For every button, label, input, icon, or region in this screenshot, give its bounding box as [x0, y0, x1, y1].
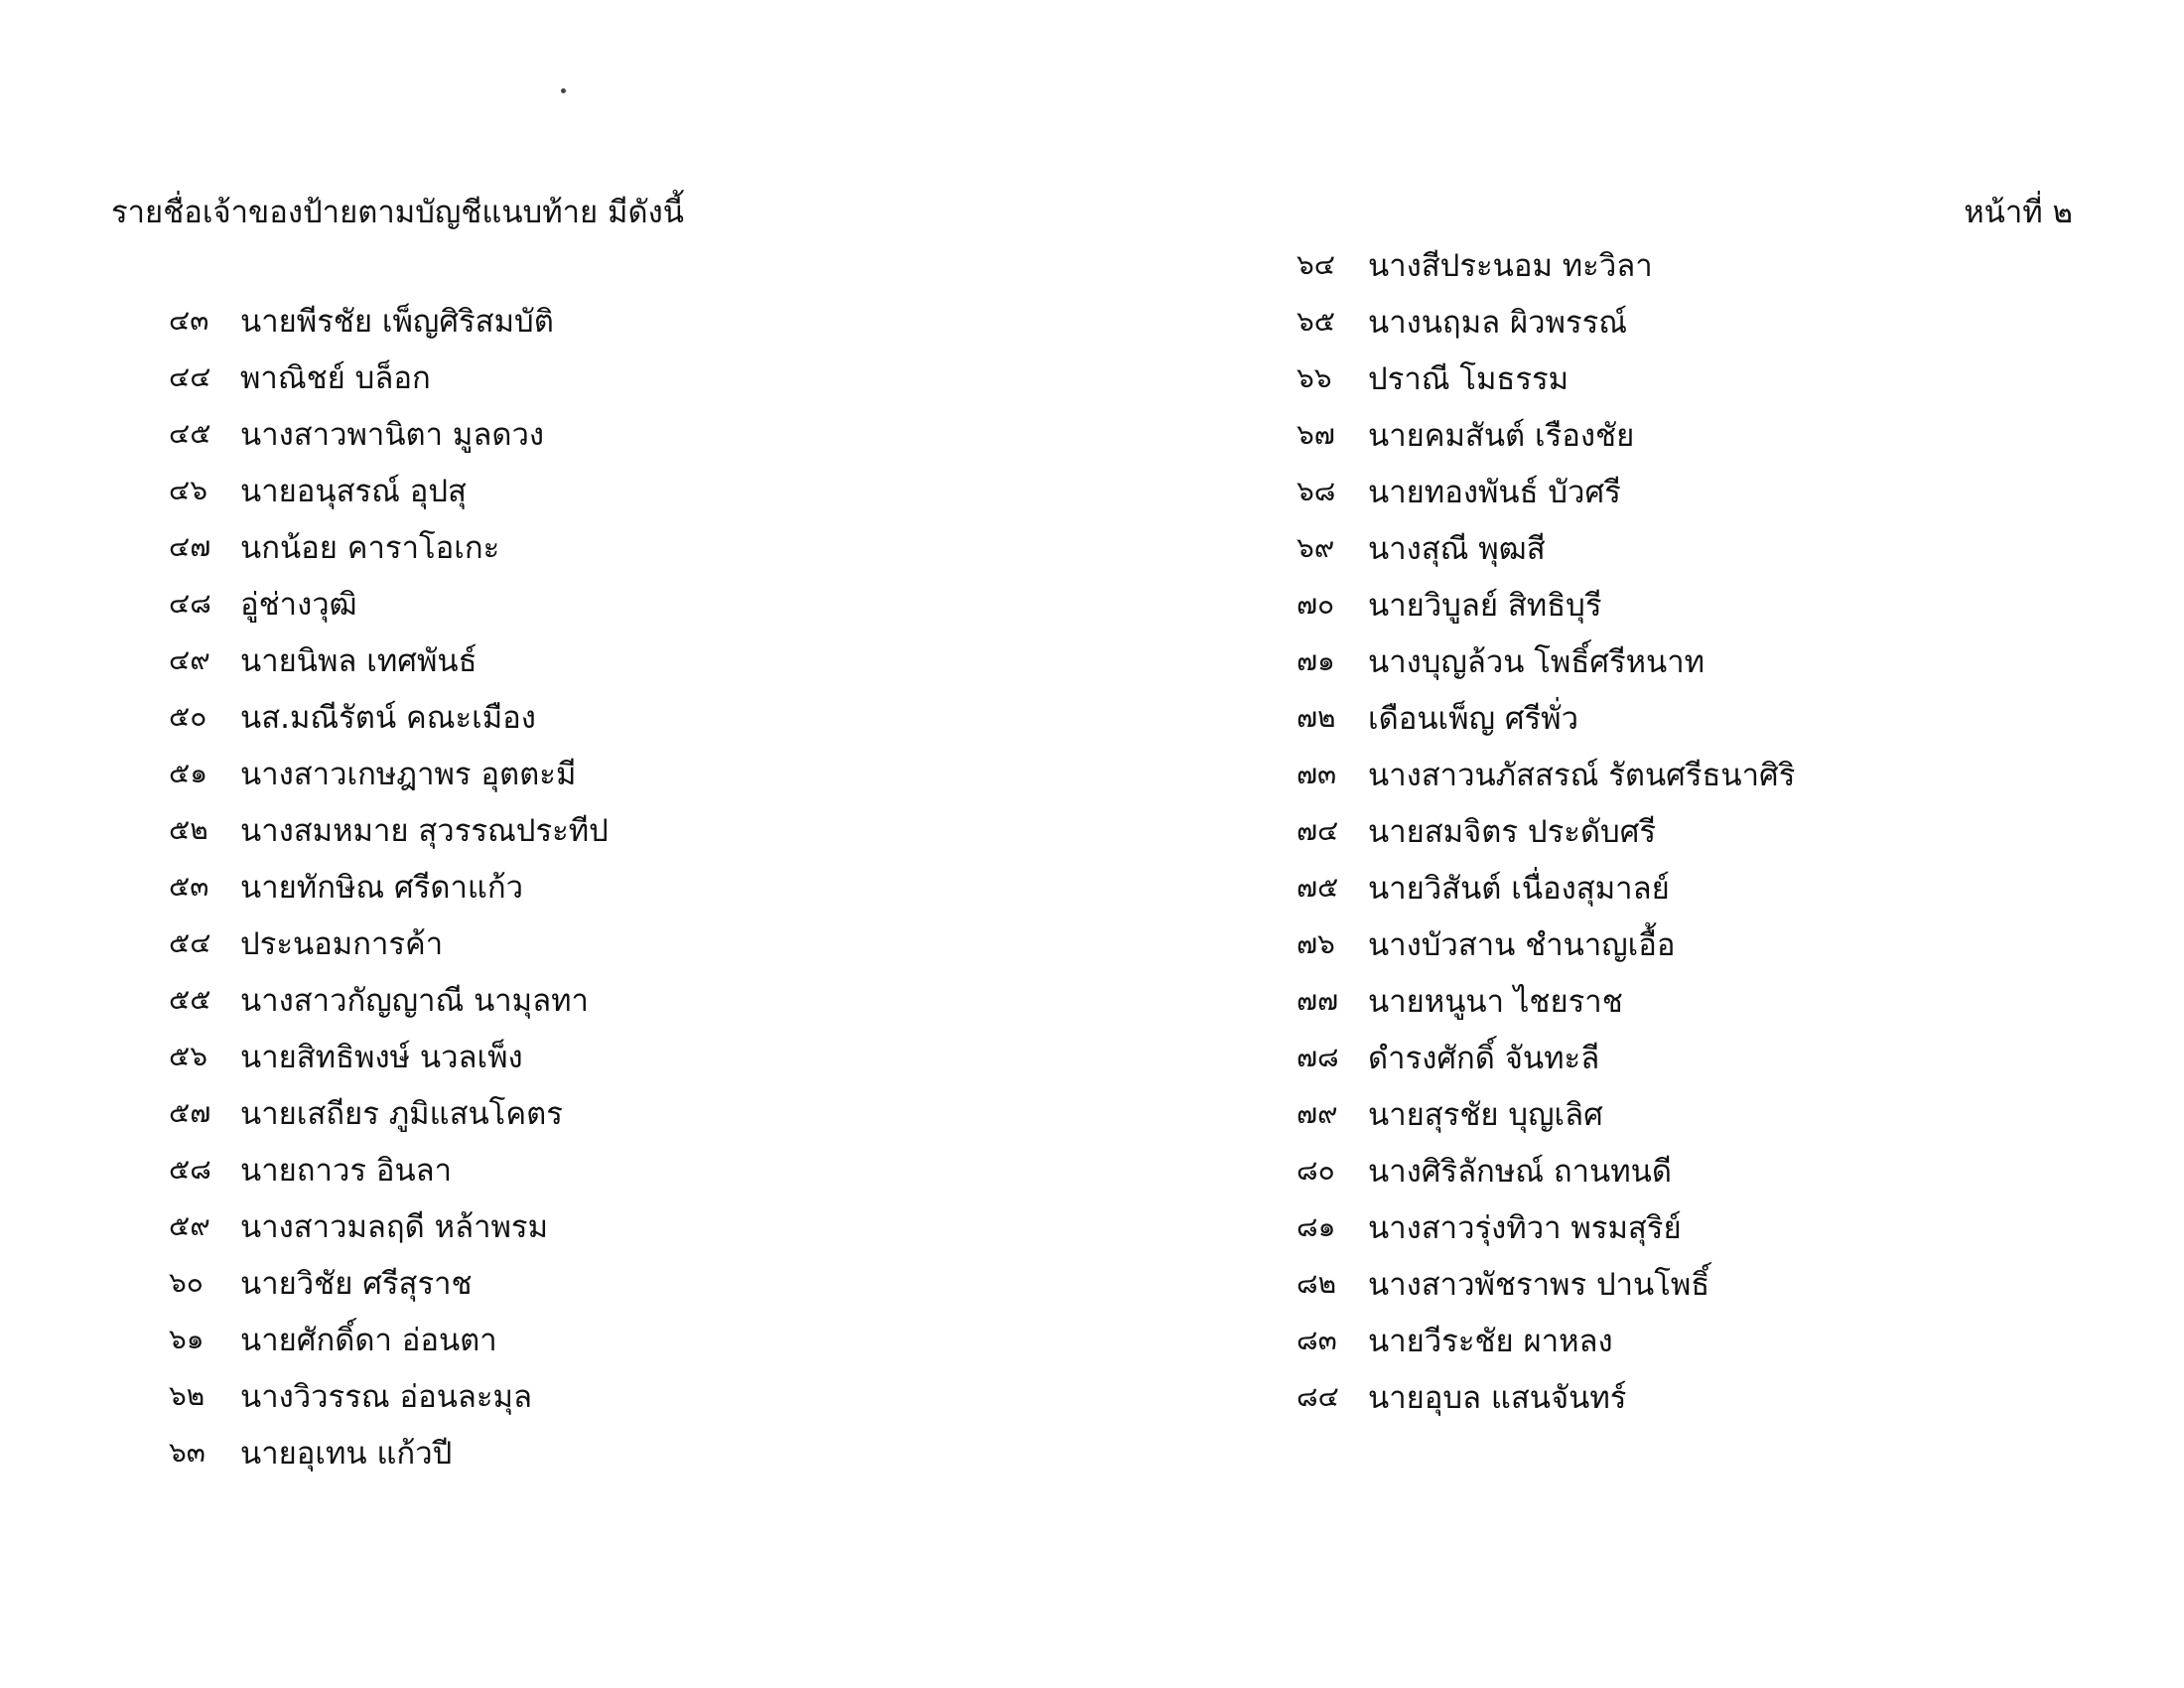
owner-name: นกน้อย คาราโอเกะ: [240, 529, 500, 566]
entry-number: ๔๓: [169, 303, 209, 337]
owner-name: นายวิสันต์ เนื่องสุมาลย์: [1368, 870, 1670, 907]
owner-name: นายพีรชัย เพ็ญศิริสมบัติ: [240, 303, 554, 340]
owner-name: นางสาวพานิตา มูลดวง: [240, 416, 545, 453]
entry-number: ๗๐: [1297, 587, 1335, 621]
owner-entry: [1297, 1085, 1795, 1142]
owner-entry: [1297, 859, 1795, 915]
entry-number: ๗๔: [1297, 813, 1339, 847]
entry-number: ๕๓: [169, 869, 209, 903]
entry-number: ๗๖: [1297, 926, 1335, 960]
entry-number: ๔๖: [169, 473, 207, 506]
owner-entry: [1297, 746, 1795, 802]
page-number: หน้าที่ ๒: [1964, 195, 2073, 230]
owner-entry: [169, 1254, 609, 1311]
owner-name: นายอนุสรณ์ อุปสุ: [240, 473, 467, 509]
owner-name: นางสุณี พุฒสี: [1368, 530, 1546, 567]
owner-entry: [169, 858, 609, 914]
entry-number: ๕๑: [169, 756, 207, 789]
entry-number: ๗๑: [1297, 643, 1335, 677]
entry-number: ๖๖: [1297, 360, 1332, 394]
owner-name: นางสาวเกษฎาพร อุตตะมี: [240, 756, 577, 792]
owner-entry: [1297, 406, 1795, 463]
entry-number: ๖๘: [1297, 474, 1336, 507]
entry-number: ๖๔: [1297, 247, 1335, 281]
entry-number: ๗๕: [1297, 870, 1339, 904]
owner-name: ปราณี โมธรรม: [1368, 360, 1570, 397]
owner-name: เดือนเพ็ญ ศรีพั่ว: [1368, 700, 1579, 737]
owner-entry: [1297, 1142, 1795, 1198]
entry-number: ๖๒: [169, 1378, 205, 1412]
entry-number: ๕๖: [169, 1039, 207, 1072]
owner-entry: [1297, 1312, 1795, 1368]
owner-list-left-column: [169, 292, 609, 1480]
entry-number: ๔๕: [169, 416, 211, 450]
owner-name: นายวิชัย ศรีสุราช: [240, 1265, 473, 1302]
owner-entry: [169, 632, 609, 688]
owner-name: นายวิบูลย์ สิทธิบุรี: [1368, 587, 1602, 624]
entry-number: ๗๓: [1297, 757, 1337, 790]
owner-name: นางบุญล้วน โพธิ์ศรีหนาท: [1368, 643, 1706, 680]
owner-entry: [1297, 802, 1795, 859]
entry-number: ๕๒: [169, 812, 208, 846]
owner-entry: [1297, 236, 1795, 293]
owner-name: นางสาวกัญญาณี นามุลทา: [240, 982, 589, 1019]
entry-number: ๗๘: [1297, 1040, 1339, 1073]
owner-name: นายคมสันต์ เรืองชัย: [1368, 417, 1635, 454]
owner-name: นายเสถียร ภูมิแสนโคตร: [240, 1095, 563, 1132]
entry-number: ๔๔: [169, 359, 211, 393]
entry-number: ๕๔: [169, 925, 211, 959]
owner-entry: [169, 688, 609, 745]
entry-number: ๖๐: [169, 1265, 204, 1299]
owner-name: นางสาวมลฤดี หล้าพรม: [240, 1208, 549, 1245]
owner-name: อู่ช่างวุฒิ: [240, 586, 357, 623]
entry-number: ๘๑: [1297, 1209, 1336, 1243]
owner-entry: [169, 801, 609, 858]
owner-entry: [169, 518, 609, 575]
owner-entry: [1297, 1255, 1795, 1312]
owner-entry: [169, 1197, 609, 1254]
owner-entry: [169, 914, 609, 971]
owner-name: นางศิริลักษณ์ ถานทนดี: [1368, 1153, 1673, 1190]
owner-entry: [169, 1141, 609, 1197]
owner-name: นางนฤมล ผิวพรรณ์: [1368, 304, 1628, 341]
entry-number: ๖๙: [1297, 530, 1335, 564]
entry-number: ๔๙: [169, 642, 210, 676]
entry-number: ๕๗: [169, 1095, 211, 1129]
owner-name: นายทักษิณ ศรีดาแก้ว: [240, 869, 524, 906]
entry-number: ๗๗: [1297, 983, 1339, 1017]
owner-name: นางวิวรรณ อ่อนละมุล: [240, 1378, 532, 1415]
owner-name: นายวีระชัย ผาหลง: [1368, 1323, 1613, 1359]
entry-number: ๖๑: [169, 1322, 205, 1355]
owner-entry: [1297, 1368, 1795, 1425]
owner-entry: [169, 1424, 609, 1480]
entry-number: ๖๓: [169, 1435, 205, 1469]
owner-entry: [1297, 915, 1795, 972]
owner-entry: [169, 1311, 609, 1367]
owner-entry: [1297, 689, 1795, 746]
entry-number: ๔๗: [169, 529, 211, 563]
owner-entry: [169, 575, 609, 632]
owner-name: นายถาวร อินลา: [240, 1152, 453, 1189]
owner-name: ดำรงศักดิ์ จันทะลี: [1368, 1040, 1600, 1076]
entry-number: ๖๕: [1297, 304, 1335, 338]
entry-number: ๖๗: [1297, 417, 1335, 451]
entry-number: ๘๓: [1297, 1323, 1337, 1356]
owner-name: ประนอมการค้า: [240, 925, 444, 962]
owner-entry: [1297, 293, 1795, 350]
owner-name: นายสุรชัย บุญเลิศ: [1368, 1096, 1603, 1133]
owner-name: นางสาวนภัสสรณ์ รัตนศรีธนาศิริ: [1368, 757, 1796, 793]
owner-entry: [169, 349, 609, 405]
owner-entry: [169, 1084, 609, 1141]
owner-entry: [1297, 519, 1795, 576]
owner-name: นายทองพันธ์ บัวศรี: [1368, 474, 1621, 510]
owner-name: นางสมหมาย สุวรรณประทีป: [240, 812, 609, 849]
entry-number: ๕๙: [169, 1208, 210, 1242]
owner-name: นส.มณีรัตน์ คณะเมือง: [240, 699, 536, 736]
owner-entry: [1297, 1029, 1795, 1085]
owner-list-right-column: [1297, 236, 1795, 1425]
owner-entry: [169, 292, 609, 349]
entry-number: ๗๙: [1297, 1096, 1338, 1130]
scan-speck: [561, 88, 566, 93]
entry-number: ๕๕: [169, 982, 211, 1016]
owner-entry: [1297, 463, 1795, 519]
owner-entry: [169, 462, 609, 518]
entry-number: ๘๒: [1297, 1266, 1337, 1300]
owner-entry: [1297, 576, 1795, 633]
owner-name: นายสมจิตร ประดับศรี: [1368, 813, 1657, 850]
owner-name: นายหนูนา ไชยราช: [1368, 983, 1623, 1020]
owner-entry: [169, 1028, 609, 1084]
owner-name: นางสีประนอม ทะวิลา: [1368, 247, 1653, 284]
owner-entry: [1297, 1198, 1795, 1255]
owner-name: นางสาวรุ่งทิวา พรมสุริย์: [1368, 1209, 1682, 1246]
owner-entry: [169, 1367, 609, 1424]
entry-number: ๗๒: [1297, 700, 1336, 734]
owner-name: นายอุเทน แก้วปี: [240, 1435, 453, 1472]
owner-entry: [169, 405, 609, 462]
owner-entry: [1297, 633, 1795, 689]
owner-entry: [169, 745, 609, 801]
owner-name: นายอุบล แสนจันทร์: [1368, 1379, 1627, 1416]
entry-number: ๘๐: [1297, 1153, 1335, 1187]
entry-number: ๔๘: [169, 586, 211, 620]
owner-name: นางสาวพัชราพร ปานโพธิ์: [1368, 1266, 1710, 1303]
entry-number: ๕๘: [169, 1152, 211, 1186]
owner-name: นางบัวสาน ชำนาญเอื้อ: [1368, 926, 1676, 963]
entry-number: ๘๔: [1297, 1379, 1339, 1413]
owner-name: นายสิทธิพงษ์ นวลเพ็ง: [240, 1039, 523, 1075]
owner-name: พาณิชย์ บล็อก: [240, 359, 431, 396]
owner-entry: [169, 971, 609, 1028]
owner-name: นายศักดิ์ดา อ่อนตา: [240, 1322, 497, 1358]
owner-entry: [1297, 972, 1795, 1029]
owner-entry: [1297, 350, 1795, 406]
list-heading: รายชื่อเจ้าของป้ายตามบัญชีแนบท้าย มีดังนี้: [111, 195, 684, 230]
entry-number: ๕๐: [169, 699, 207, 733]
owner-name: นายนิพล เทศพันธ์: [240, 642, 478, 679]
